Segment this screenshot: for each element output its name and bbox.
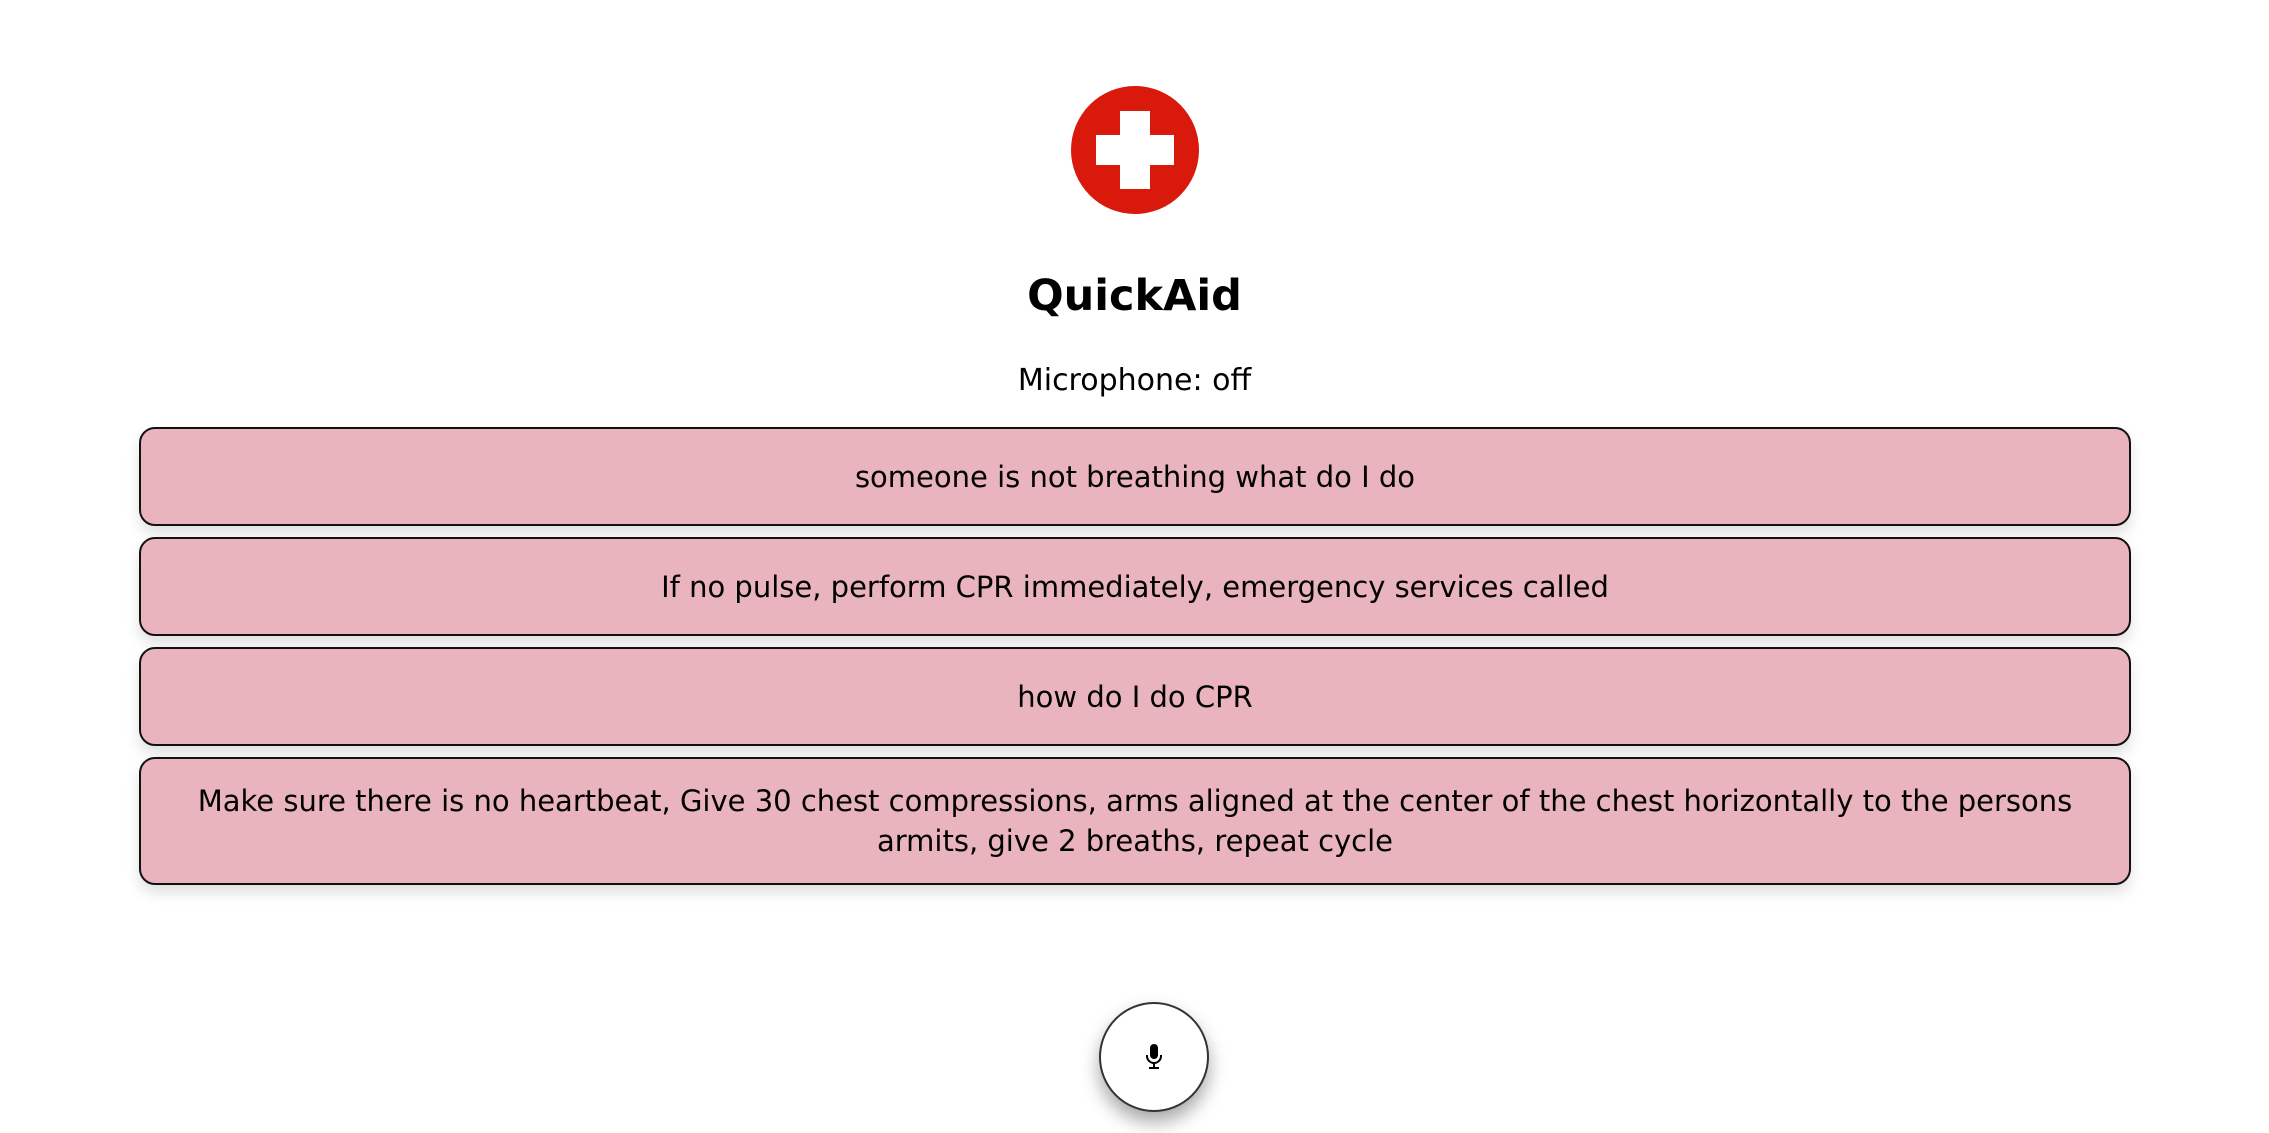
message-bubble-assistant [139,757,2131,885]
app-logo [1071,86,1199,214]
app-title: QuickAid [1027,271,1242,321]
conversation-list [139,427,2131,885]
message-bubble-assistant [139,537,2131,636]
message-text: If no pulse, perform CPR immediately, emergency services called [661,569,1609,604]
message-text: Make sure there is no heartbeat, Give 30 chest compressions, arms aligned at the center of the chest horizontally to the persons armits, give 2 breaths, repeat cycle [197,784,2073,858]
message-text: how do I do CPR [1017,679,1253,714]
microphone-icon [1145,1044,1163,1070]
message-text: someone is not breathing what do I do [854,459,1416,494]
message-bubble-user [139,427,2131,526]
message-bubble-user [139,647,2131,746]
microphone-status: Microphone: off [1017,363,1252,398]
medical-cross-icon [1071,86,1199,214]
microphone-button[interactable] [1099,1002,1209,1112]
